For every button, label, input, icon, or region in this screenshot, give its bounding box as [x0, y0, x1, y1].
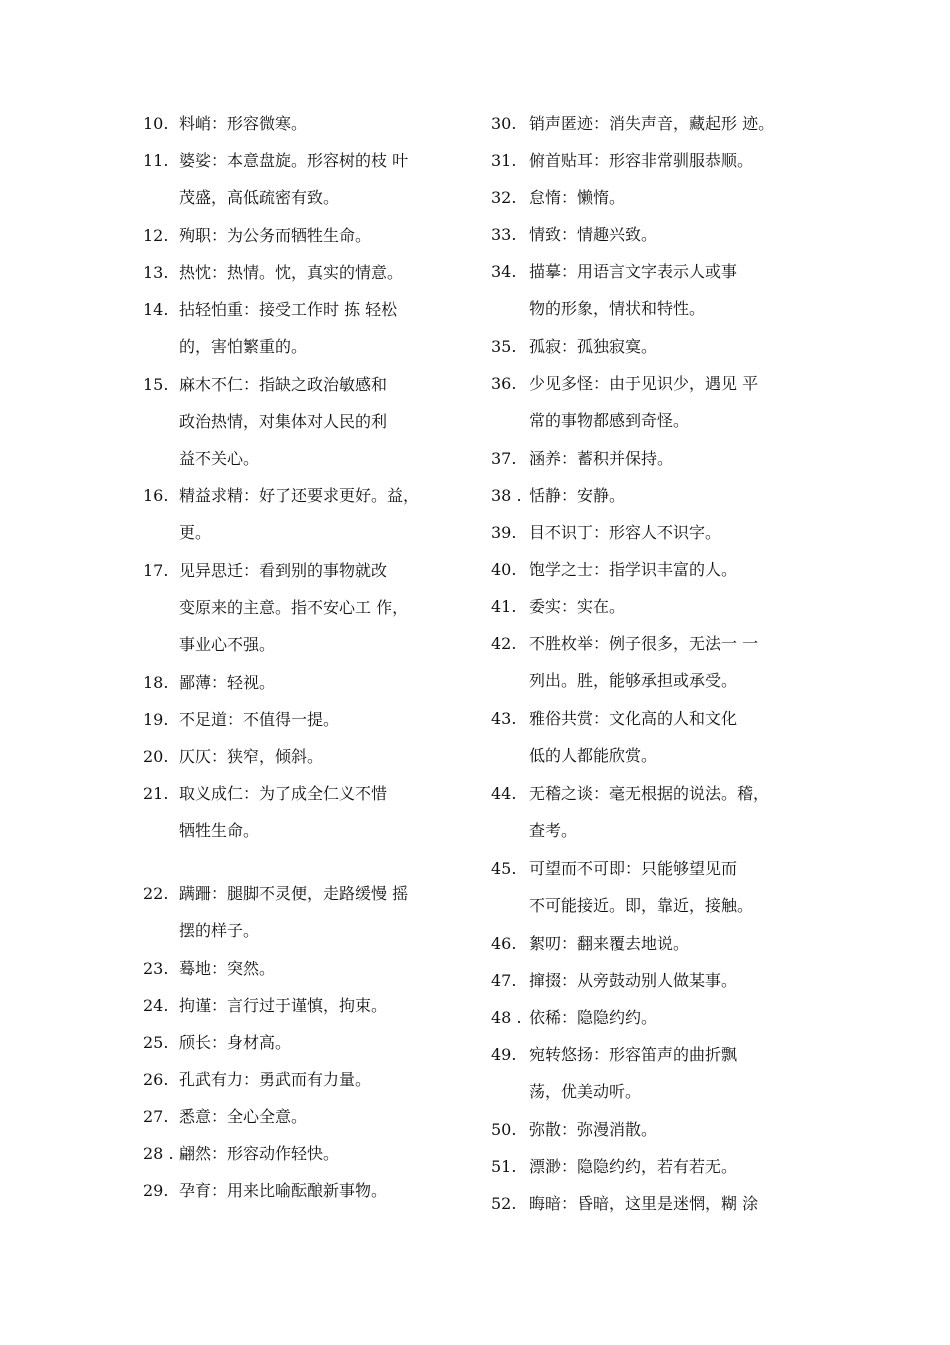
entry-text: 不胜枚举：例子很多，无法一 一	[529, 634, 759, 653]
entry-text: 孔武有力：勇武而有力量。	[179, 1070, 372, 1089]
entry-text: 依稀：隐隐约约。	[529, 1008, 658, 1027]
entry-first-line	[143, 1172, 463, 1209]
vocab-entry	[491, 328, 821, 365]
entry-text: 恬静：安静。	[529, 486, 626, 505]
entry-text: 絮叨：翻来覆去地说。	[529, 934, 690, 953]
entry-text: 弥散：弥漫消散。	[529, 1120, 658, 1139]
entry-text: 仄仄：狭窄，倾斜。	[179, 747, 324, 766]
entry-first-line	[491, 514, 821, 551]
entry-continuation-line	[491, 662, 821, 699]
entry-first-line	[491, 1036, 821, 1073]
entry-number: 30.	[491, 114, 517, 133]
vocab-entry	[491, 625, 821, 699]
entry-number: 50.	[491, 1120, 517, 1139]
entry-text: 摆的样子。	[179, 921, 260, 940]
entry-number: 44.	[491, 784, 517, 803]
entry-text: 怠惰：懒惰。	[529, 188, 626, 207]
entry-text: 料峭：形容微寒。	[179, 114, 308, 133]
entry-text: 无稽之谈：毫无根据的说法。稽，	[529, 784, 770, 803]
entry-number: 16.	[143, 486, 169, 505]
vocab-entry	[143, 366, 463, 477]
vocab-entry	[491, 179, 821, 216]
vocab-entry	[143, 987, 463, 1024]
entry-first-line	[491, 588, 821, 625]
entry-first-line	[491, 328, 821, 365]
entry-first-line	[143, 254, 463, 291]
entry-text: 少见多怪：由于见识少，遇见 平	[529, 374, 759, 393]
entry-text: 蹒跚：腿脚不灵便，走路缓慢 摇	[179, 884, 409, 903]
entry-number: 48 .	[491, 1008, 522, 1027]
entry-continuation-line	[491, 812, 821, 849]
vocab-entry	[143, 775, 463, 849]
entry-text: 涵养：蓄积并保持。	[529, 449, 674, 468]
vocab-entry	[491, 142, 821, 179]
entry-first-line	[143, 775, 463, 812]
entry-number: 49.	[491, 1045, 517, 1064]
entry-first-line	[143, 366, 463, 403]
entry-number: 28 .	[143, 1144, 174, 1163]
entry-first-line	[143, 950, 463, 987]
entry-first-line	[143, 701, 463, 738]
entry-first-line	[143, 1135, 463, 1172]
entry-text: 精益求精：好了还要求更好。益，	[179, 486, 420, 505]
entry-first-line	[143, 1098, 463, 1135]
entry-text: 委实：实在。	[529, 597, 626, 616]
entry-number: 29.	[143, 1181, 169, 1200]
entry-continuation-line	[491, 290, 821, 327]
entry-first-line	[143, 875, 463, 912]
entry-continuation-line	[491, 402, 821, 439]
vocab-entry	[143, 875, 463, 949]
entry-text: 事业心不强。	[179, 635, 276, 654]
entry-text: 蓦地：突然。	[179, 959, 276, 978]
entry-number: 41.	[491, 597, 517, 616]
vocab-entry	[491, 999, 821, 1036]
entry-number: 31.	[491, 151, 517, 170]
entry-text: 不可能接近。即，靠近，接触。	[529, 896, 754, 915]
entry-number: 10.	[143, 114, 169, 133]
entry-continuation-line	[491, 1073, 821, 1110]
vocab-entry	[143, 1135, 463, 1172]
vocab-entry	[143, 142, 463, 216]
entry-text: 变原来的主意。指不安心工 作，	[179, 598, 409, 617]
entry-first-line	[143, 1061, 463, 1098]
entry-text: 拘谨：言行过于谨慎，拘束。	[179, 996, 388, 1015]
vocab-entry	[143, 664, 463, 701]
vocab-entry	[143, 1061, 463, 1098]
entry-text: 饱学之士：指学识丰富的人。	[529, 560, 738, 579]
entry-first-line	[491, 1185, 821, 1222]
entry-number: 35.	[491, 337, 517, 356]
vocab-entry	[143, 217, 463, 254]
entry-text: 荡，优美动听。	[529, 1082, 642, 1101]
vocab-entry	[491, 588, 821, 625]
entry-first-line	[143, 1024, 463, 1061]
vocab-entry	[491, 925, 821, 962]
entry-number: 25.	[143, 1033, 169, 1052]
entry-number: 15.	[143, 375, 169, 394]
entry-continuation-line	[491, 887, 821, 924]
entry-text: 宛转悠扬：形容笛声的曲折飘	[529, 1045, 738, 1064]
entry-text: 殉职：为公务而牺牲生命。	[179, 226, 372, 245]
entry-first-line	[143, 987, 463, 1024]
entry-text: 翩然：形容动作轻快。	[179, 1144, 340, 1163]
entry-number: 45.	[491, 859, 517, 878]
entry-text: 取义成仁：为了成全仁义不惜	[179, 784, 388, 803]
entry-first-line	[143, 738, 463, 775]
entry-text: 情致：情趣兴致。	[529, 225, 658, 244]
entry-first-line	[491, 850, 821, 887]
entry-number: 36.	[491, 374, 517, 393]
entry-number: 22.	[143, 884, 169, 903]
vocab-entry	[143, 738, 463, 775]
entry-number: 14.	[143, 300, 169, 319]
entry-text: 物的形象，情状和特性。	[529, 299, 706, 318]
entry-text: 婆娑：本意盘旋。形容树的枝 叶	[179, 151, 409, 170]
entry-first-line	[491, 142, 821, 179]
entry-number: 42.	[491, 634, 517, 653]
entry-text: 热忱：热情。忱，真实的情意。	[179, 263, 404, 282]
vocab-entry	[491, 1036, 821, 1110]
entry-continuation-line	[143, 328, 463, 365]
entry-number: 20.	[143, 747, 169, 766]
entry-text: 孤寂：孤独寂寞。	[529, 337, 658, 356]
entry-text: 雅俗共赏：文化高的人和文化	[529, 709, 738, 728]
entry-text: 颀长：身材高。	[179, 1033, 292, 1052]
entry-number: 17.	[143, 561, 169, 580]
vocab-entry	[491, 551, 821, 588]
entry-text: 见异思迁：看到别的事物就改	[179, 561, 388, 580]
entry-text: 漂渺：隐隐约约，若有若无。	[529, 1157, 738, 1176]
entry-continuation-line	[143, 589, 463, 626]
entry-text: 低的人都能欣赏。	[529, 746, 658, 765]
entry-number: 24.	[143, 996, 169, 1015]
entry-number: 46.	[491, 934, 517, 953]
vocab-entry	[491, 775, 821, 849]
entry-first-line	[491, 365, 821, 402]
entry-text: 更。	[179, 523, 212, 542]
entry-first-line	[491, 775, 821, 812]
entry-continuation-line	[143, 514, 463, 551]
vocab-entry	[491, 365, 821, 439]
entry-first-line	[491, 1148, 821, 1185]
entry-first-line	[143, 217, 463, 254]
entry-number: 39.	[491, 523, 517, 542]
entry-continuation-line	[143, 626, 463, 663]
entry-text: 孕育：用来比喻酝酿新事物。	[179, 1181, 388, 1200]
entry-text: 撺掇：从旁鼓动别人做某事。	[529, 971, 738, 990]
entry-continuation-line	[143, 403, 463, 440]
entry-first-line	[143, 142, 463, 179]
vocab-entry	[491, 850, 821, 924]
vocab-entry	[491, 1111, 821, 1148]
entry-first-line	[491, 999, 821, 1036]
entry-first-line	[491, 440, 821, 477]
vocab-entry	[491, 514, 821, 551]
entry-number: 26.	[143, 1070, 169, 1089]
entry-first-line	[491, 700, 821, 737]
entry-text: 列出。胜，能够承担或承受。	[529, 671, 738, 690]
entry-first-line	[491, 925, 821, 962]
vocab-entry	[491, 105, 821, 142]
entry-text: 目不识丁：形容人不识字。	[529, 523, 722, 542]
entry-number: 33.	[491, 225, 517, 244]
entry-text: 悉意：全心全意。	[179, 1107, 308, 1126]
entry-number: 12.	[143, 226, 169, 245]
entry-continuation-line	[491, 737, 821, 774]
vocab-entry	[143, 1172, 463, 1209]
entry-number: 19.	[143, 710, 169, 729]
vocab-entry	[491, 253, 821, 327]
entry-continuation-line	[143, 179, 463, 216]
entry-number: 32.	[491, 188, 517, 207]
vocab-entry	[143, 1024, 463, 1061]
entry-text: 茂盛，高低疏密有致。	[179, 188, 340, 207]
vocab-entry	[143, 477, 463, 551]
entry-text: 晦暗：昏暗，这里是迷惘，糊 涂	[529, 1194, 759, 1213]
entry-text: 描摹：用语言文字表示人或事	[529, 262, 738, 281]
vocab-entry	[143, 701, 463, 738]
vocab-entry	[491, 440, 821, 477]
entry-text: 拈轻怕重：接受工作时 拣 轻松	[179, 300, 398, 319]
vocab-entry	[143, 291, 463, 365]
vocab-entry	[143, 552, 463, 663]
entry-first-line	[491, 179, 821, 216]
entry-number: 40.	[491, 560, 517, 579]
entry-number: 21.	[143, 784, 169, 803]
entry-first-line	[491, 105, 821, 142]
entry-first-line	[143, 291, 463, 328]
entry-text: 鄙薄：轻视。	[179, 673, 276, 692]
entry-text: 政治热情，对集体对人民的利	[179, 412, 388, 431]
entry-first-line	[491, 625, 821, 662]
entry-text: 常的事物都感到奇怪。	[529, 411, 690, 430]
vocab-entry	[143, 254, 463, 291]
vocab-entry	[491, 216, 821, 253]
entry-first-line	[143, 664, 463, 701]
entry-text: 查考。	[529, 821, 578, 840]
vocab-entry	[491, 1185, 821, 1222]
entry-number: 43.	[491, 709, 517, 728]
entry-first-line	[143, 105, 463, 142]
entry-number: 51.	[491, 1157, 517, 1176]
entry-first-line	[491, 253, 821, 290]
vocab-entry	[143, 950, 463, 987]
entry-first-line	[143, 477, 463, 514]
entry-continuation-line	[143, 912, 463, 949]
vocab-entry	[491, 962, 821, 999]
entry-number: 23.	[143, 959, 169, 978]
entry-number: 13.	[143, 263, 169, 282]
entry-number: 34.	[491, 262, 517, 281]
entry-number: 52.	[491, 1194, 517, 1213]
entry-text: 不足道：不值得一提。	[179, 710, 340, 729]
entry-number: 18.	[143, 673, 169, 692]
entry-first-line	[491, 216, 821, 253]
entry-first-line	[491, 1111, 821, 1148]
vocab-entry	[143, 105, 463, 142]
entry-continuation-line	[143, 812, 463, 849]
entry-number: 37.	[491, 449, 517, 468]
entry-text: 麻木不仁：指缺之政治敏感和	[179, 375, 388, 394]
entry-continuation-line	[143, 440, 463, 477]
entry-number: 11.	[143, 151, 169, 170]
entry-text: 益不关心。	[179, 449, 260, 468]
entry-text: 可望而不可即：只能够望见而	[529, 859, 738, 878]
entry-number: 47.	[491, 971, 517, 990]
vocab-entry	[491, 1148, 821, 1185]
entry-number: 38 .	[491, 486, 522, 505]
entry-first-line	[491, 477, 821, 514]
entry-first-line	[143, 552, 463, 589]
entry-first-line	[491, 962, 821, 999]
entry-text: 的，害怕繁重的。	[179, 337, 308, 356]
vocab-entry	[143, 1098, 463, 1135]
entry-number: 27.	[143, 1107, 169, 1126]
entry-text: 俯首贴耳：形容非常驯服恭顺。	[529, 151, 754, 170]
entry-first-line	[491, 551, 821, 588]
vocab-entry	[491, 700, 821, 774]
entry-text: 销声匿迹：消失声音，藏起形 迹。	[529, 114, 775, 133]
vocab-entry	[491, 477, 821, 514]
entry-text: 牺牲生命。	[179, 821, 260, 840]
